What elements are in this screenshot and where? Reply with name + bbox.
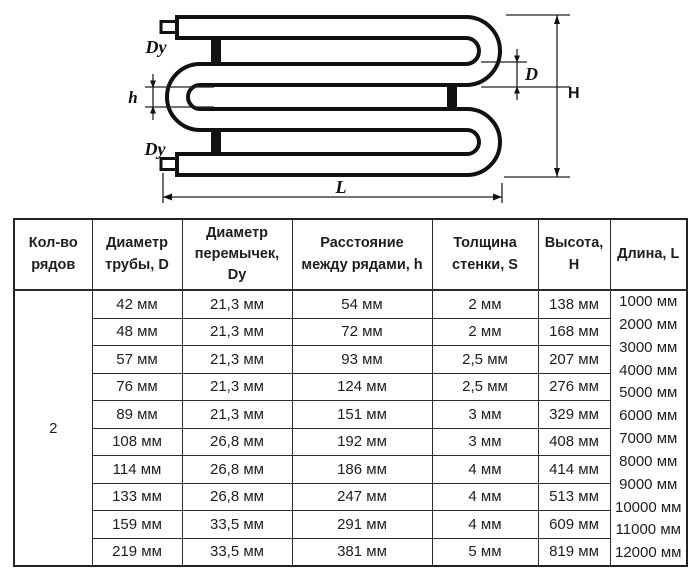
cell-jumper-diameter: 21,3 мм: [182, 318, 292, 346]
cell-jumper-diameter: 21,3 мм: [182, 290, 292, 318]
header-row-spacing: Расстояние между рядами, h: [292, 219, 432, 290]
cell-pipe-diameter: 48 мм: [92, 318, 182, 346]
table-row: [14, 428, 687, 456]
cell-height: 513 мм: [538, 483, 610, 511]
cell-row-spacing: 124 мм: [292, 373, 432, 401]
dy-bottom-label: Dy: [144, 139, 166, 159]
cell-row-spacing: 54 мм: [292, 290, 432, 318]
length-option: 8000 мм: [619, 452, 678, 470]
spec-table-body: [14, 290, 687, 566]
cell-height: 609 мм: [538, 511, 610, 539]
cell-wall-thickness: 2,5 мм: [432, 373, 538, 401]
cell-pipe-diameter: 159 мм: [92, 511, 182, 539]
length-arrow-right: [493, 194, 502, 201]
cell-jumper-diameter: 26,8 мм: [182, 456, 292, 484]
header-row: [14, 219, 687, 290]
cell-height: 819 мм: [538, 538, 610, 566]
spec-table-header: [14, 219, 687, 290]
length-option: 12000 мм: [614, 544, 682, 562]
cell-jumper-diameter: 21,3 мм: [182, 346, 292, 374]
pipe-register-drawing: [0, 0, 700, 218]
header-row-count: Кол-во рядов: [14, 219, 92, 290]
table-row: [14, 401, 687, 429]
cell-wall-thickness: 4 мм: [432, 511, 538, 539]
length-options-cell: [610, 290, 687, 566]
length-option: 3000 мм: [619, 338, 678, 356]
d-dimension-label: D: [525, 64, 538, 84]
cell-row-spacing: 93 мм: [292, 346, 432, 374]
jumper-top-left: [211, 38, 221, 64]
cell-height: 207 мм: [538, 346, 610, 374]
spec-table: [13, 218, 688, 567]
table-row: [14, 373, 687, 401]
cell-pipe-diameter: 89 мм: [92, 401, 182, 429]
cell-pipe-diameter: 108 мм: [92, 428, 182, 456]
table-row: [14, 483, 687, 511]
header-wall-thickness: Толщина стенки, S: [432, 219, 538, 290]
length-option: 10000 мм: [614, 498, 682, 516]
cell-row-spacing: 381 мм: [292, 538, 432, 566]
header-height: Высота, H: [538, 219, 610, 290]
cell-jumper-diameter: 33,5 мм: [182, 538, 292, 566]
length-dimension-label: L: [335, 177, 347, 197]
cell-wall-thickness: 5 мм: [432, 538, 538, 566]
serpentine-register-diagram: [0, 0, 700, 218]
length-option: 1000 мм: [619, 293, 678, 310]
top-inlet-stub: [161, 22, 177, 33]
bottom-outlet-stub: [161, 159, 177, 170]
header-length: Длина, L: [610, 219, 687, 290]
height-dimension-label: H: [568, 85, 580, 102]
table-row: [14, 318, 687, 346]
length-option: 9000 мм: [619, 475, 678, 493]
length-option: 7000 мм: [619, 430, 678, 448]
cell-pipe-diameter: 57 мм: [92, 346, 182, 374]
cell-height: 138 мм: [538, 290, 610, 318]
cell-height: 414 мм: [538, 456, 610, 484]
cell-height: 168 мм: [538, 318, 610, 346]
cell-row-spacing: 247 мм: [292, 483, 432, 511]
cell-pipe-diameter: 76 мм: [92, 373, 182, 401]
cell-wall-thickness: 3 мм: [432, 401, 538, 429]
cell-row-spacing: 151 мм: [292, 401, 432, 429]
dimension-length: [163, 173, 502, 203]
h-dimension-label: h: [128, 88, 138, 107]
cell-wall-thickness: 2 мм: [432, 318, 538, 346]
pipe-bore: [175, 28, 490, 165]
table-row: [14, 456, 687, 484]
cell-wall-thickness: 3 мм: [432, 428, 538, 456]
header-jumper-diameter: Диаметр перемычек, Dy: [182, 219, 292, 290]
table-row: [14, 538, 687, 566]
dimension-height: [504, 15, 570, 177]
cell-wall-thickness: 4 мм: [432, 483, 538, 511]
cell-jumper-diameter: 26,8 мм: [182, 483, 292, 511]
cell-pipe-diameter: 42 мм: [92, 290, 182, 318]
cell-pipe-diameter: 219 мм: [92, 538, 182, 566]
table-row: [14, 511, 687, 539]
table-row: [14, 346, 687, 374]
pipe-outline: [175, 28, 490, 165]
cell-wall-thickness: 2 мм: [432, 290, 538, 318]
cell-pipe-diameter: 114 мм: [92, 456, 182, 484]
jumper-middle-right: [447, 85, 457, 109]
height-arrow-top: [554, 15, 560, 24]
dy-top-label: Dy: [145, 37, 167, 57]
cell-height: 276 мм: [538, 373, 610, 401]
cell-jumper-diameter: 33,5 мм: [182, 511, 292, 539]
length-option: 6000 мм: [619, 407, 678, 425]
cell-jumper-diameter: 21,3 мм: [182, 373, 292, 401]
cell-jumper-diameter: 26,8 мм: [182, 428, 292, 456]
length-option: 4000 мм: [619, 361, 678, 379]
cell-height: 329 мм: [538, 401, 610, 429]
cell-pipe-diameter: 133 мм: [92, 483, 182, 511]
length-option: 11000 мм: [615, 521, 681, 539]
header-pipe-diameter: Диаметр трубы, D: [92, 219, 182, 290]
cell-wall-thickness: 4 мм: [432, 456, 538, 484]
table-row: [14, 290, 687, 318]
cell-row-spacing: 192 мм: [292, 428, 432, 456]
cell-row-spacing: 291 мм: [292, 511, 432, 539]
jumper-bottom-left: [211, 130, 221, 154]
cell-height: 408 мм: [538, 428, 610, 456]
length-arrow-left: [163, 194, 172, 201]
cell-jumper-diameter: 21,3 мм: [182, 401, 292, 429]
height-arrow-bottom: [554, 168, 560, 177]
length-option: 5000 мм: [619, 384, 678, 402]
cell-wall-thickness: 2,5 мм: [432, 346, 538, 374]
cell-row-spacing: 186 мм: [292, 456, 432, 484]
length-option: 2000 мм: [619, 315, 678, 333]
row-count-cell: 2: [14, 290, 92, 566]
cell-row-spacing: 72 мм: [292, 318, 432, 346]
